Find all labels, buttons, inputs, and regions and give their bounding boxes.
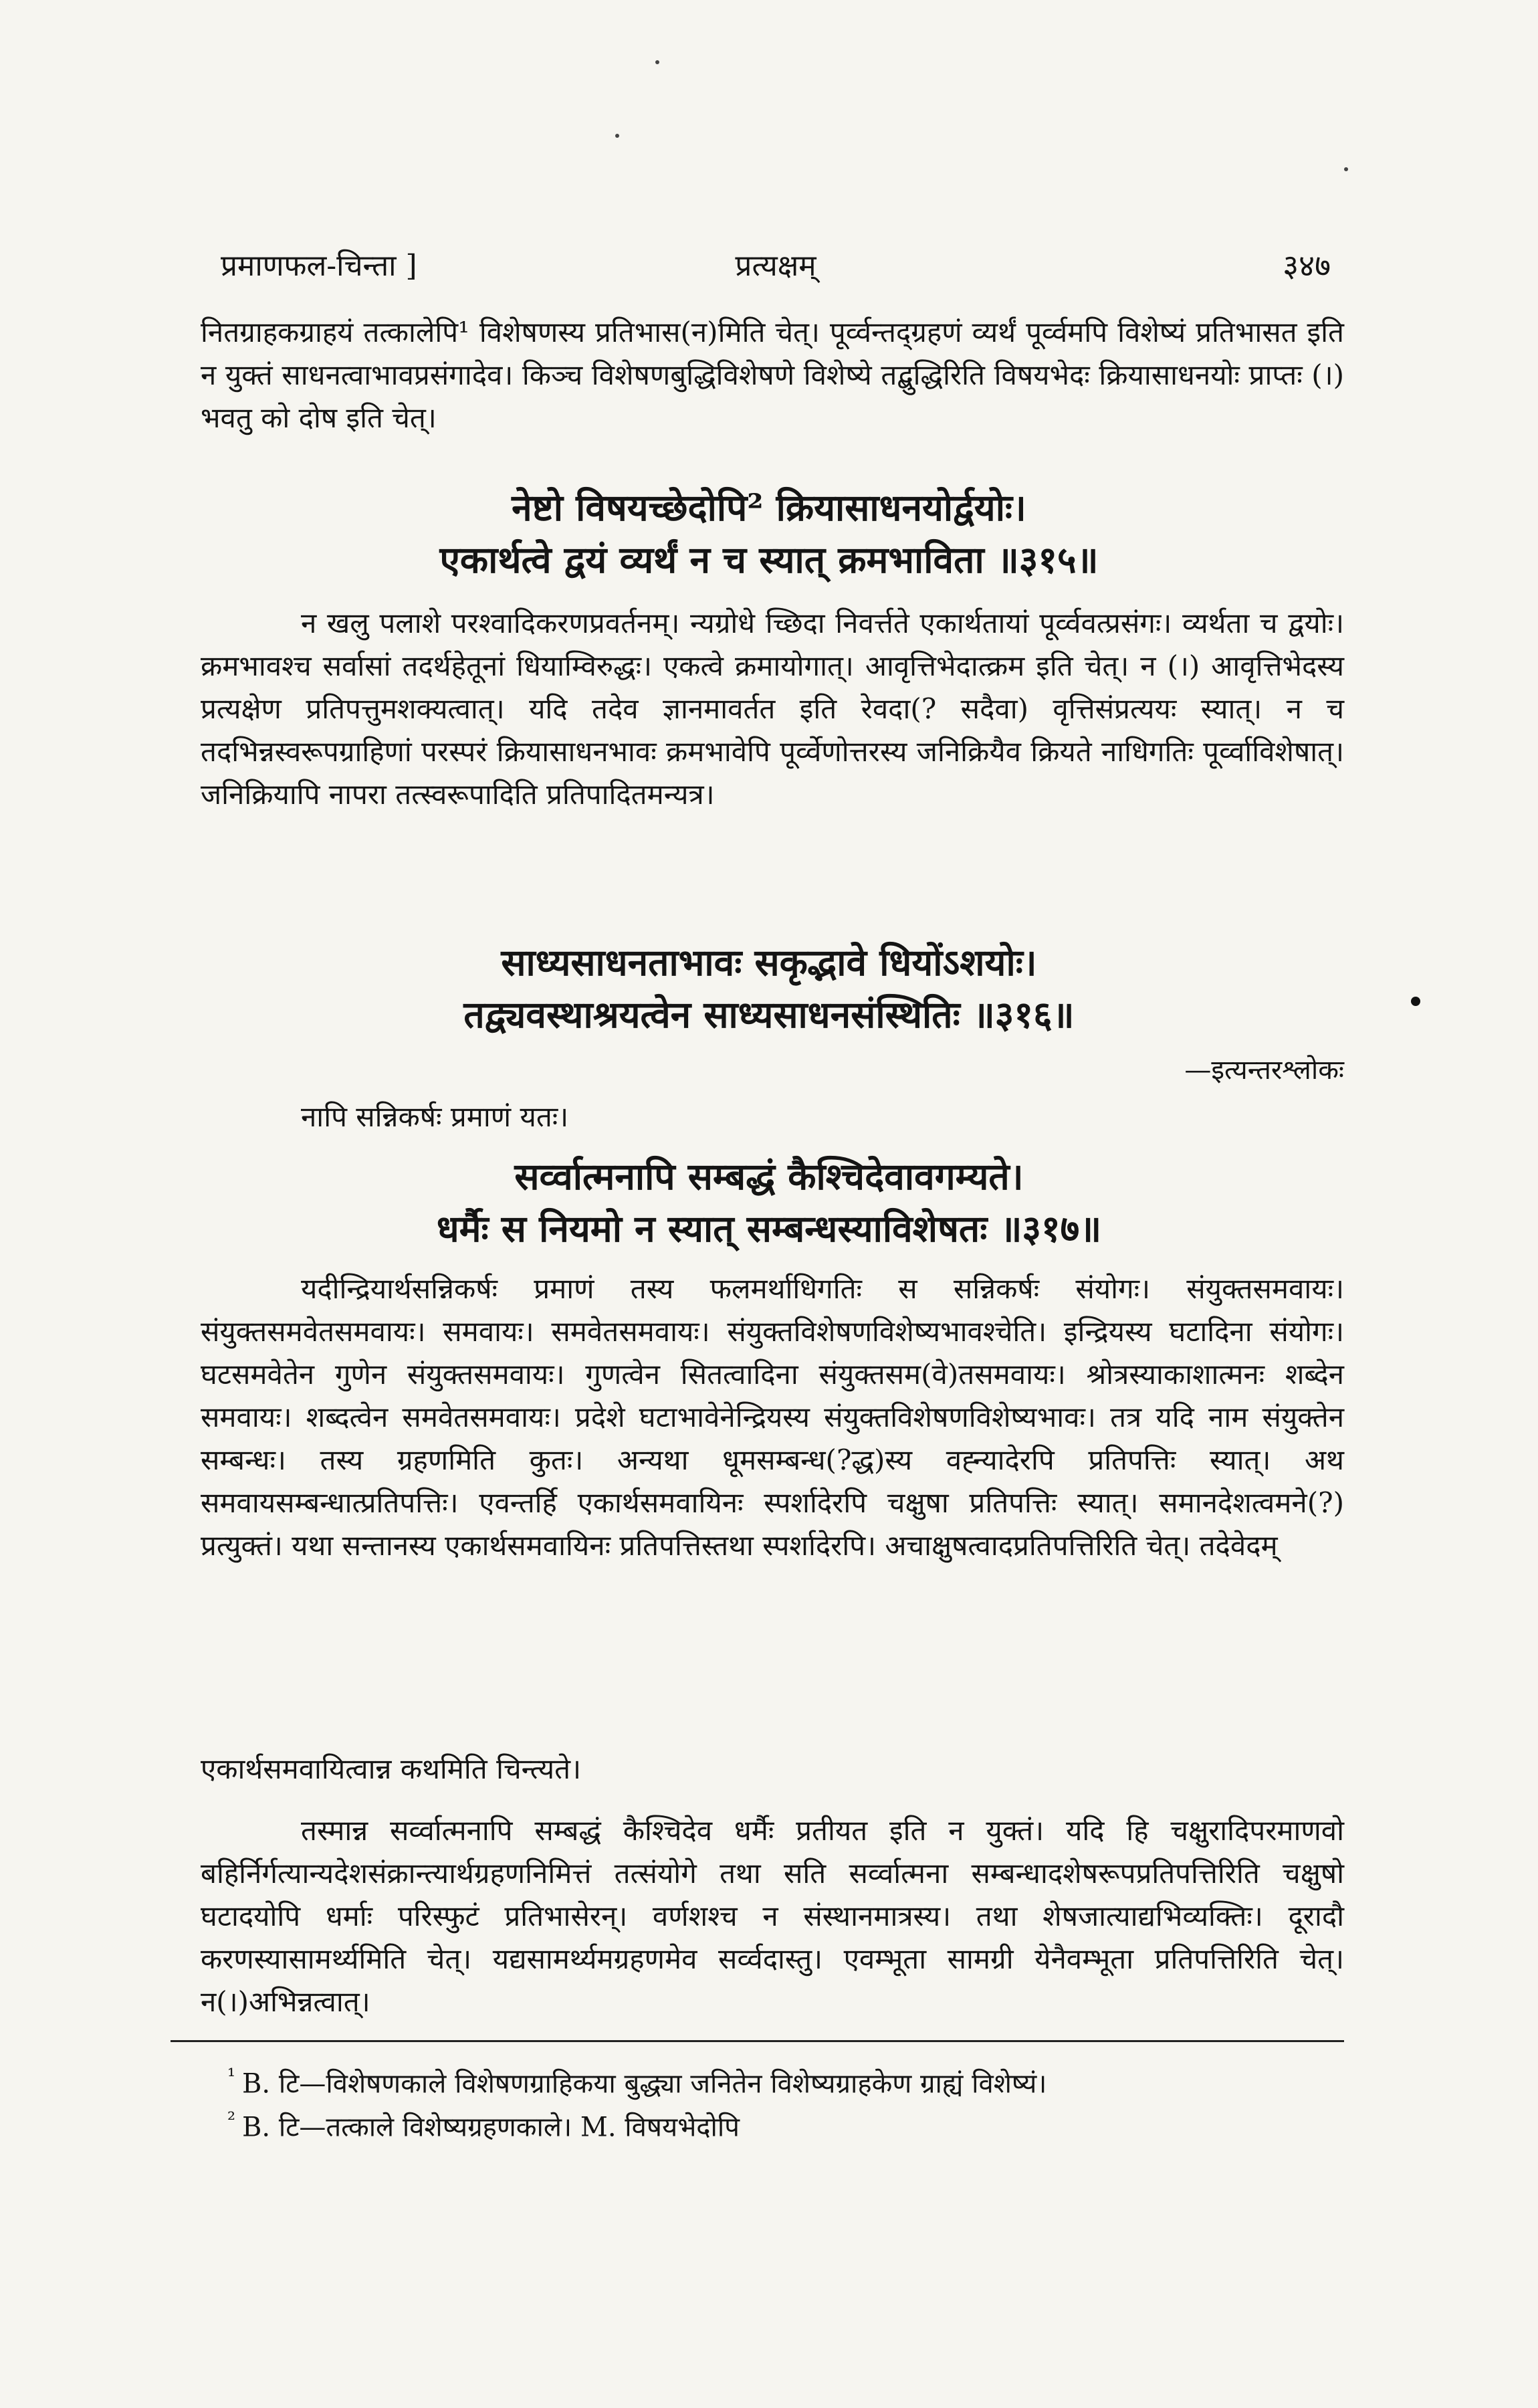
footnote-2-mark: ² [227, 2108, 236, 2132]
verse-315 [0, 482, 1538, 586]
section-title: प्रत्यक्षम् [735, 249, 816, 283]
verse-317-line-1: सर्व्वात्मनापि सम्बद्धं कैश्चिदेवावगम्यते। [514, 1155, 1024, 1198]
paragraph-2: न खलु पलाशे परश्वादिकरणप्रवर्तनम्। न्यग्रोधे च्छिदा निवर्त्तते एकार्थतायां पूर्व्ववत्प्रसंगः। व्यर्थता च द्वयोः। क्रमभावश्च सर्वासां तदर्थहेतूनां धियाम्विरुद्धः। एकत्वे क्रमायोगात्। आवृत्तिभेदात्क्रम इति चेत्। न (।) आवृत्तिभेदस्य प्रत्यक्षेण प्रतिपत्तुमशक्यत्वात्। यदि तदेव ज्ञानमावर्तत इति रेवदा(? सदैवा) वृत्तिसंप्रत्ययः स्यात्। न च तदभिन्नस्वरूपग्राहिणां परस्परं क्रियासाधनभावः क्रमभावेपि पूर्व्वेणोत्तरस्य जनिक्रियैव क्रियते नाधिगतिः पूर्व्वाविशेषात्। जनिक्रियापि नापरा तत्स्वरूपादिति प्रतिपादितमन्यत्र। [201, 607, 1344, 811]
running-header [221, 244, 1331, 298]
verse-315-line-1: नेष्टो विषयच्छेदोपि² क्रियासाधनयोर्द्वयोः। [512, 486, 1026, 529]
paragraph-1: नितग्राहकग्राहयं तत्कालेपि¹ विशेषणस्य प्रतिभास(न)मिति चेत्। पूर्व्वन्तद्ग्रहणं व्यर्थं पूर्व्वमपि विशेष्यं प्रतिभासत इति न युक्तं साधनत्वाभावप्रसंगादेव। किञ्च विशेषणबुद्धिविशेषणे विशेष्ये तद्बुद्धिरिति विषयभेदः क्रियासाधनयोः प्राप्तः (।) भवतु को दोष इति चेत्। [201, 316, 1344, 434]
verse-316-line-2: तद्व्यवस्थाश्रयत्वेन साध्यसाधनसंस्थितिः ॥३१६॥ [463, 993, 1075, 1036]
footnote-rule [171, 2040, 1344, 2042]
verse-317-line-2: धर्मैः स नियमो न स्यात् सम्बन्धस्याविशेषतः ॥३१७॥ [436, 1207, 1102, 1250]
paragraph-3-end: एकार्थसमवायित्वान्न कथमिति चिन्त्यते। [201, 1752, 582, 1785]
verse-316-line-1: साध्यसाधनताभावः सकृद्भावे धियोंऽशयोः। [501, 940, 1037, 984]
footnote-1-text: B. टि—विशेषणकाले विशेषणग्राहिकया बुद्ध्या जनितेन विशेष्यग्राहकेण ग्राह्यं विशेष्यं। [242, 2068, 1047, 2100]
ink-speck [655, 60, 659, 64]
verse-316-attribution: —इत्यन्तरश्लोकः [1184, 1055, 1344, 1086]
footnote-1 [227, 2057, 1351, 2104]
page-number: ३४७ [1283, 247, 1331, 284]
verse-315-line-2: एकार्थत्वे द्वयं व्यर्थं न च स्यात् क्रमभाविता ॥३१५॥ [439, 538, 1099, 581]
paragraph-4: तस्मान्न सर्व्वात्मनापि सम्बद्धं कैश्चिदेव धर्मैः प्रतीयत इति न युक्तं। यदि हि चक्षुरादिपरमाणवो बहिर्निर्गत्यान्यदेशसंक्रान्त्यार्थग्रहणनिमित्तं तत्संयोगे तथा सति सर्व्वात्मना सम्बन्धादशेषरूपप्रतिपत्तिरिति चक्षुषो घटादयोपि धर्माः परिस्फुटं प्रतिभासेरन्। वर्णशश्च न संस्थानमात्रस्य। तथा शेषजात्याद्यभिव्यक्तिः। दूरादौ करणस्यासामर्थ्यमिति चेत्। यद्यसामर्थ्यमग्रहणमेव सर्व्वदास्तु। एवम्भूता सामग्री येनैवम्भूता प्रतिपत्तिरिति चेत्। न(।)अभिन्नत्वात्। [201, 1814, 1344, 2018]
chapter-title: प्रमाणफल-चिन्ता ] [221, 249, 417, 283]
ink-speck [615, 134, 619, 138]
verse-317 [0, 1150, 1538, 1255]
paragraph-3: यदीन्द्रियार्थसन्निकर्षः प्रमाणं तस्य फलमर्थाधिगतिः स सन्निकर्षः संयोगः। संयुक्तसमवायः। संयुक्तसमवेतसमवायः। समवायः। समवेतसमवायः। संयुक्तविशेषणविशेष्यभावश्चेति। इन्द्रियस्य घटादिना संयोगः। घटसमवेतेन गुणेन संयुक्तसमवायः। गुणत्वेन सितत्वादिना संयुक्तसम(वे)तसमवायः। श्रोत्रस्याकाशात्मनः शब्देन समवायः। शब्दत्वेन समवेतसमवायः। प्रदेशे घटाभावेनेन्द्रियस्य संयुक्तविशेषणविशेष्यभावः। तत्र यदि नाम संयुक्तेन सम्बन्धः। तस्य ग्रहणमिति कुतः। अन्यथा धूमसम्बन्ध(?द्ध)स्य वह्न्यादेरपि प्रतिपत्तिः स्यात्। अथ समवायसम्बन्धात्प्रतिपत्तिः। एवन्तर्हि एकार्थसमवायिनः स्पर्शादेरपि चक्षुषा प्रतिपत्तिः स्यात्। समानदेशत्वमने(?) प्रत्युक्तं। यथा सन्तानस्य एकार्थसमवायिनः प्रतिपत्तिस्तथा स्पर्शादेरपि। अचाक्षुषत्वादप्रतिपत्तिरिति चेत्। तदेवेदम् [201, 1272, 1344, 1562]
footnote-1-mark: ¹ [227, 2065, 236, 2088]
ink-speck [1344, 167, 1348, 171]
footnote-2 [227, 2100, 1351, 2147]
verse-316 [0, 936, 1538, 1041]
verse-317-intro: नापि सन्निकर्षः प्रमाणं यतः। [301, 1100, 569, 1133]
footnote-2-text: B. टि—तत्काले विशेष्यग्रहणकाले। M. विषयभेदोपि [242, 2112, 740, 2143]
ink-spot [1411, 997, 1420, 1006]
